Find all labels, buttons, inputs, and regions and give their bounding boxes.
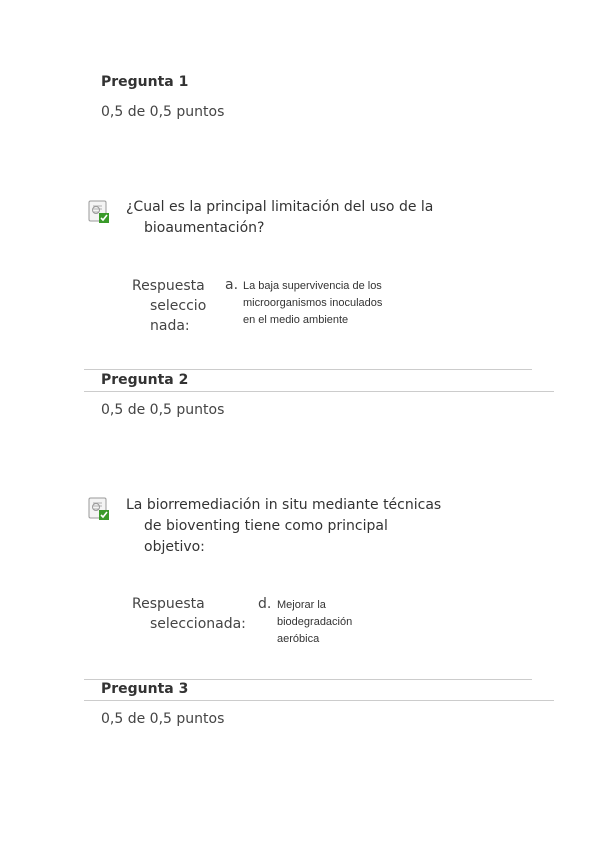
question-3-points: 0,5 de 0,5 puntos [101, 711, 225, 727]
question-2-text-line-3: objetivo: [144, 539, 205, 555]
question-1-answer-label [132, 276, 206, 336]
question-1-points: 0,5 de 0,5 puntos [101, 104, 225, 120]
answer-text-line: Mejorar la [277, 599, 326, 611]
question-2-title: Pregunta 2 [101, 372, 189, 388]
answer-label-line-2: seleccionada: [150, 616, 246, 632]
question-2-text [126, 495, 441, 558]
question-2-answer-letter: d. [258, 596, 272, 612]
answer-label-line-1: Respuesta [132, 596, 205, 612]
question-3-title: Pregunta 3 [101, 681, 189, 697]
correct-answer-check-icon [88, 200, 110, 224]
question-2-answer-label [132, 594, 246, 634]
answer-label-line-3: nada: [150, 318, 190, 334]
answer-text-line: biodegradación [277, 616, 353, 628]
question-1-text-line-1: ¿Cual es la principal limitación del uso de la [126, 199, 434, 215]
answer-text-line: La baja supervivencia de los [243, 280, 382, 292]
question-2-text-line-2: de bioventing tiene como principal [144, 518, 388, 534]
question-2-points: 0,5 de 0,5 puntos [101, 402, 225, 418]
divider [84, 679, 532, 680]
question-2-text-line-1: La biorremediación in situ mediante técnicas [126, 497, 442, 513]
answer-label-line-2: seleccio [150, 298, 207, 314]
correct-answer-check-icon [88, 497, 110, 521]
answer-label-line-1: Respuesta [132, 278, 205, 294]
divider [84, 391, 554, 392]
question-1-title: Pregunta 1 [101, 74, 189, 90]
answer-text-line: en el medio ambiente [243, 314, 349, 326]
divider [84, 369, 532, 370]
divider [84, 700, 554, 701]
question-1-text [126, 197, 433, 239]
question-1-text-line-2: bioaumentación? [144, 220, 265, 236]
answer-text-line: aeróbica [277, 633, 320, 645]
question-1-answer-text [243, 278, 382, 329]
question-1-answer-letter: a. [225, 277, 239, 293]
answer-text-line: microorganismos inoculados [243, 297, 383, 309]
question-2-answer-text [277, 597, 352, 648]
